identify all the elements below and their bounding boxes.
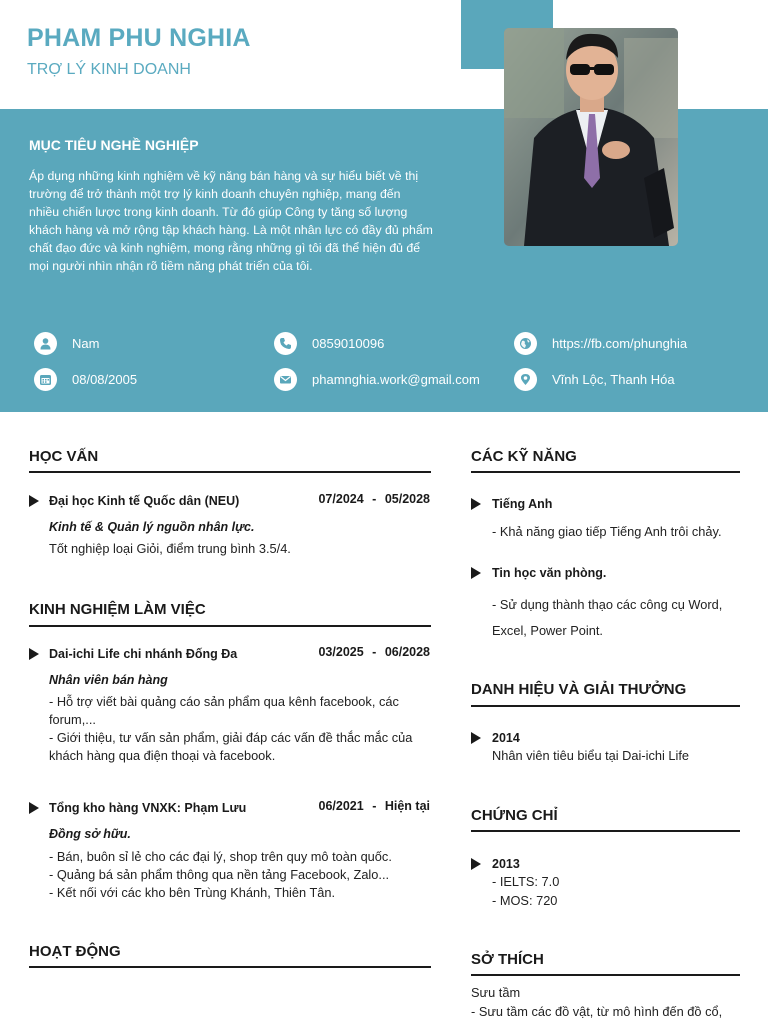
- awards-divider: [471, 705, 740, 707]
- activities-divider: [29, 966, 431, 968]
- location-icon: [514, 368, 537, 391]
- contact-gender: [34, 332, 99, 355]
- job-start: 03/2025: [318, 645, 364, 659]
- phone-icon: [274, 332, 297, 355]
- contact-birthday: [34, 368, 137, 391]
- experience-title: KINH NGHIỆM LÀM VIỆC: [29, 601, 206, 618]
- hobby-name: Sưu tầm: [471, 985, 521, 1000]
- bullet-triangle-icon: [471, 732, 481, 744]
- job-company: Tổng kho hàng VNXK: Phạm Lưu: [49, 801, 247, 815]
- job-duty: - Kết nối với các kho bên Trùng Khánh, Thiên Tân.: [49, 885, 336, 900]
- address-value: Vĩnh Lộc, Thanh Hóa: [552, 372, 675, 387]
- experience-divider: [29, 625, 431, 627]
- contact-website: [514, 332, 687, 355]
- mail-icon: [274, 368, 297, 391]
- bullet-triangle-icon: [29, 495, 39, 507]
- job-duty: - Giới thiệu, tư vấn sản phẩm, giải đáp các vấn đề thắc mắc của khách hàng qua điện thoại và facebook.: [49, 730, 413, 763]
- certificate-year: 2013: [492, 857, 520, 871]
- job-duty: - Quảng bá sản phẩm thông qua nền tảng Facebook, Zalo...: [49, 867, 390, 882]
- hobbies-title: SỞ THÍCH: [471, 951, 544, 968]
- skill-name: Tin học văn phòng.: [492, 566, 607, 580]
- education-title: HỌC VẤN: [29, 448, 99, 465]
- award-year: 2014: [492, 731, 520, 745]
- activities-title: HOẠT ĐỘNG: [29, 943, 121, 960]
- phone-value[interactable]: 0859010096: [312, 336, 385, 351]
- objective-title: MỤC TIÊU NGHỀ NGHIỆP: [29, 137, 199, 153]
- contact-phone: [274, 332, 384, 355]
- skills-title: CÁC KỸ NĂNG: [471, 448, 577, 465]
- candidate-name: PHAM PHU NGHIA: [27, 24, 251, 52]
- job-date-sep: -: [372, 799, 377, 813]
- job-duty: - Bán, buôn sỉ lẻ cho các đại lý, shop trên quy mô toàn quốc.: [49, 849, 392, 864]
- award-desc: Nhân viên tiêu biểu tại Dai-ichi Life: [492, 748, 690, 763]
- certificates-divider: [471, 830, 740, 832]
- skill-desc: - Sử dụng thành thạo các công cụ Word, Excel, Power Point.: [492, 597, 723, 638]
- bullet-triangle-icon: [471, 498, 481, 510]
- skills-divider: [471, 471, 740, 473]
- globe-icon: [514, 332, 537, 355]
- education-school: Đại học Kinh tế Quốc dân (NEU): [49, 494, 240, 508]
- job-position: Đồng sở hữu.: [49, 827, 131, 841]
- job-date-sep: -: [372, 645, 377, 659]
- contact-email: [274, 368, 480, 391]
- education-start: 07/2024: [318, 492, 364, 506]
- education-end: 05/2028: [384, 492, 430, 506]
- candidate-role: TRỢ LÝ KINH DOANH: [27, 61, 191, 78]
- job-start: 06/2021: [318, 799, 364, 813]
- education-major: Kinh tế & Quản lý nguồn nhân lực.: [49, 520, 255, 534]
- calendar-icon: [34, 368, 57, 391]
- job-end: Hiện tại: [384, 799, 430, 813]
- certificate-item: - IELTS: 7.0: [492, 874, 560, 889]
- profile-photo: [504, 28, 678, 246]
- objective-text: Áp dụng những kinh nghiệm về kỹ năng bán hàng và sự hiểu biết về thị trường để trở thành một trợ lý kinh doanh chuyên nghiệp, mang đến nhiều chiến lược trong kinh doanh. Từ đó giúp Công ty tăng số lượng khách hàng và mở rộng tập khách hàng. Là một nhân lực có đầy đủ phẩm chất đạo đức và kinh nghiệm, mong rằng những gì tôi đã thể hiện đủ để mọi người nhìn nhận rõ tiềm năng phát triển của tôi.: [29, 169, 433, 273]
- job-position: Nhân viên bán hàng: [49, 673, 168, 687]
- education-date-sep: -: [372, 492, 377, 506]
- hobbies-divider: [471, 974, 740, 976]
- job-dates: [318, 645, 430, 659]
- hobby-desc: - Sưu tầm các đồ vật, từ mô hình đến đồ cổ,: [471, 1004, 723, 1019]
- certificate-item: - MOS: 720: [492, 893, 558, 908]
- job-company: Dai-ichi Life chi nhánh Đống Đa: [49, 647, 238, 661]
- bullet-triangle-icon: [471, 567, 481, 579]
- job-dates: [319, 799, 430, 813]
- skill-desc: - Khả năng giao tiếp Tiếng Anh trôi chảy.: [492, 524, 722, 539]
- contact-address: [514, 368, 675, 391]
- bullet-triangle-icon: [29, 802, 39, 814]
- bullet-triangle-icon: [471, 858, 481, 870]
- education-divider: [29, 471, 431, 473]
- email-link[interactable]: phamnghia.work@gmail.com: [312, 372, 480, 387]
- skill-name: Tiếng Anh: [492, 497, 553, 511]
- gender-value: Nam: [72, 336, 100, 351]
- birthday-value: 08/08/2005: [72, 372, 138, 387]
- job-duty: - Hỗ trợ viết bài quảng cáo sản phẩm qua kênh facebook, các forum,...: [49, 694, 399, 727]
- education-detail: Tốt nghiệp loại Giỏi, điểm trung bình 3.5/4.: [49, 541, 291, 556]
- awards-title: DANH HIỆU VÀ GIẢI THƯỞNG: [471, 681, 687, 698]
- certificates-title: CHỨNG CHỈ: [471, 807, 558, 824]
- job-end: 06/2028: [384, 645, 430, 659]
- bullet-triangle-icon: [29, 648, 39, 660]
- user-icon: [34, 332, 57, 355]
- website-link[interactable]: https://fb.com/phunghia: [552, 336, 688, 351]
- education-dates: [318, 492, 430, 506]
